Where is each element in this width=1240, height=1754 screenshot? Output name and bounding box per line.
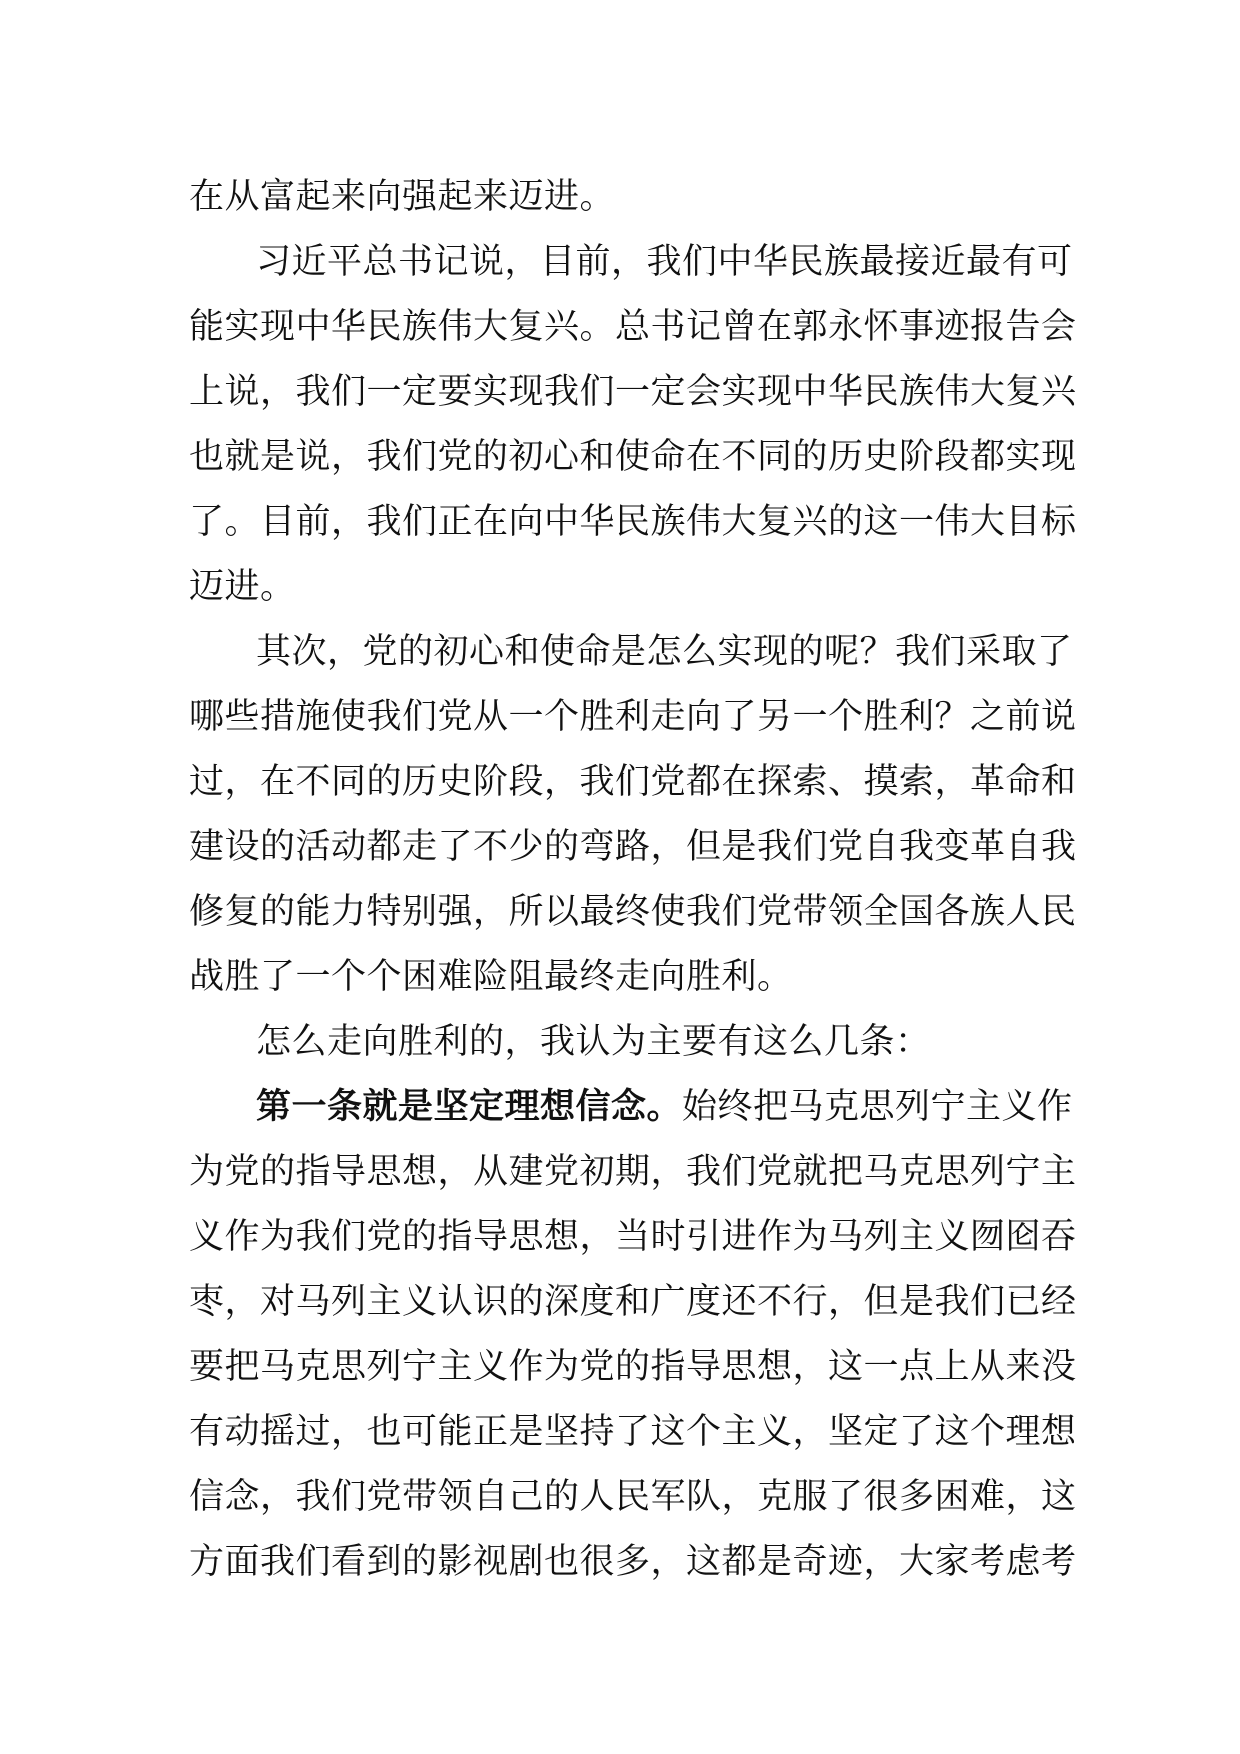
text-line: 习近平总书记说，目前，我们中华民族最接近最有可 <box>256 242 1073 282</box>
text-line: 要把马克思列宁主义作为党的指导思想，这一点上从来没 <box>189 1347 1077 1387</box>
text-line: 其次，党的初心和使命是怎么实现的呢？我们采取了 <box>256 632 1073 672</box>
text-line: 第一条就是坚定理想信念。始终把马克思列宁主义作 <box>256 1087 1073 1127</box>
text-line: 过，在不同的历史阶段，我们党都在探索、摸索，革命和 <box>189 762 1077 802</box>
text-line: 在从富起来向强起来迈进。 <box>189 177 616 217</box>
text-line: 迈进。 <box>189 567 296 607</box>
text-line: 有动摇过，也可能正是坚持了这个主义，坚定了这个理想 <box>189 1412 1077 1452</box>
text-line: 哪些措施使我们党从一个胜利走向了另一个胜利？之前说 <box>189 697 1077 737</box>
text-line: 也就是说，我们党的初心和使命在不同的历史阶段都实现 <box>189 437 1077 477</box>
text-line: 义作为我们党的指导思想，当时引进作为马列主义囫囵吞 <box>189 1217 1077 1257</box>
text-line: 怎么走向胜利的，我认为主要有这么几条： <box>256 1022 931 1062</box>
bold-heading: 第一条就是坚定理想信念。 <box>256 1087 683 1127</box>
text-line: 信念，我们党带领自己的人民军队，克服了很多困难，这 <box>189 1477 1077 1517</box>
text-line: 战胜了一个个困难险阻最终走向胜利。 <box>189 957 793 997</box>
text-line: 方面我们看到的影视剧也很多，这都是奇迹，大家考虑考 <box>189 1542 1077 1582</box>
text-line: 枣，对马列主义认识的深度和广度还不行，但是我们已经 <box>189 1282 1077 1322</box>
text-line: 建设的活动都走了不少的弯路，但是我们党自我变革自我 <box>189 827 1077 867</box>
text-line: 了。目前，我们正在向中华民族伟大复兴的这一伟大目标 <box>189 502 1077 542</box>
text-line: 上说，我们一定要实现我们一定会实现中华民族伟大复兴 <box>189 372 1077 412</box>
text-line: 为党的指导思想，从建党初期，我们党就把马克思列宁主 <box>189 1152 1077 1192</box>
body-text <box>189 165 1077 1595</box>
text-line: 能实现中华民族伟大复兴。总书记曾在郭永怀事迹报告会 <box>189 307 1077 347</box>
text-line: 修复的能力特别强，所以最终使我们党带领全国各族人民 <box>189 892 1077 932</box>
